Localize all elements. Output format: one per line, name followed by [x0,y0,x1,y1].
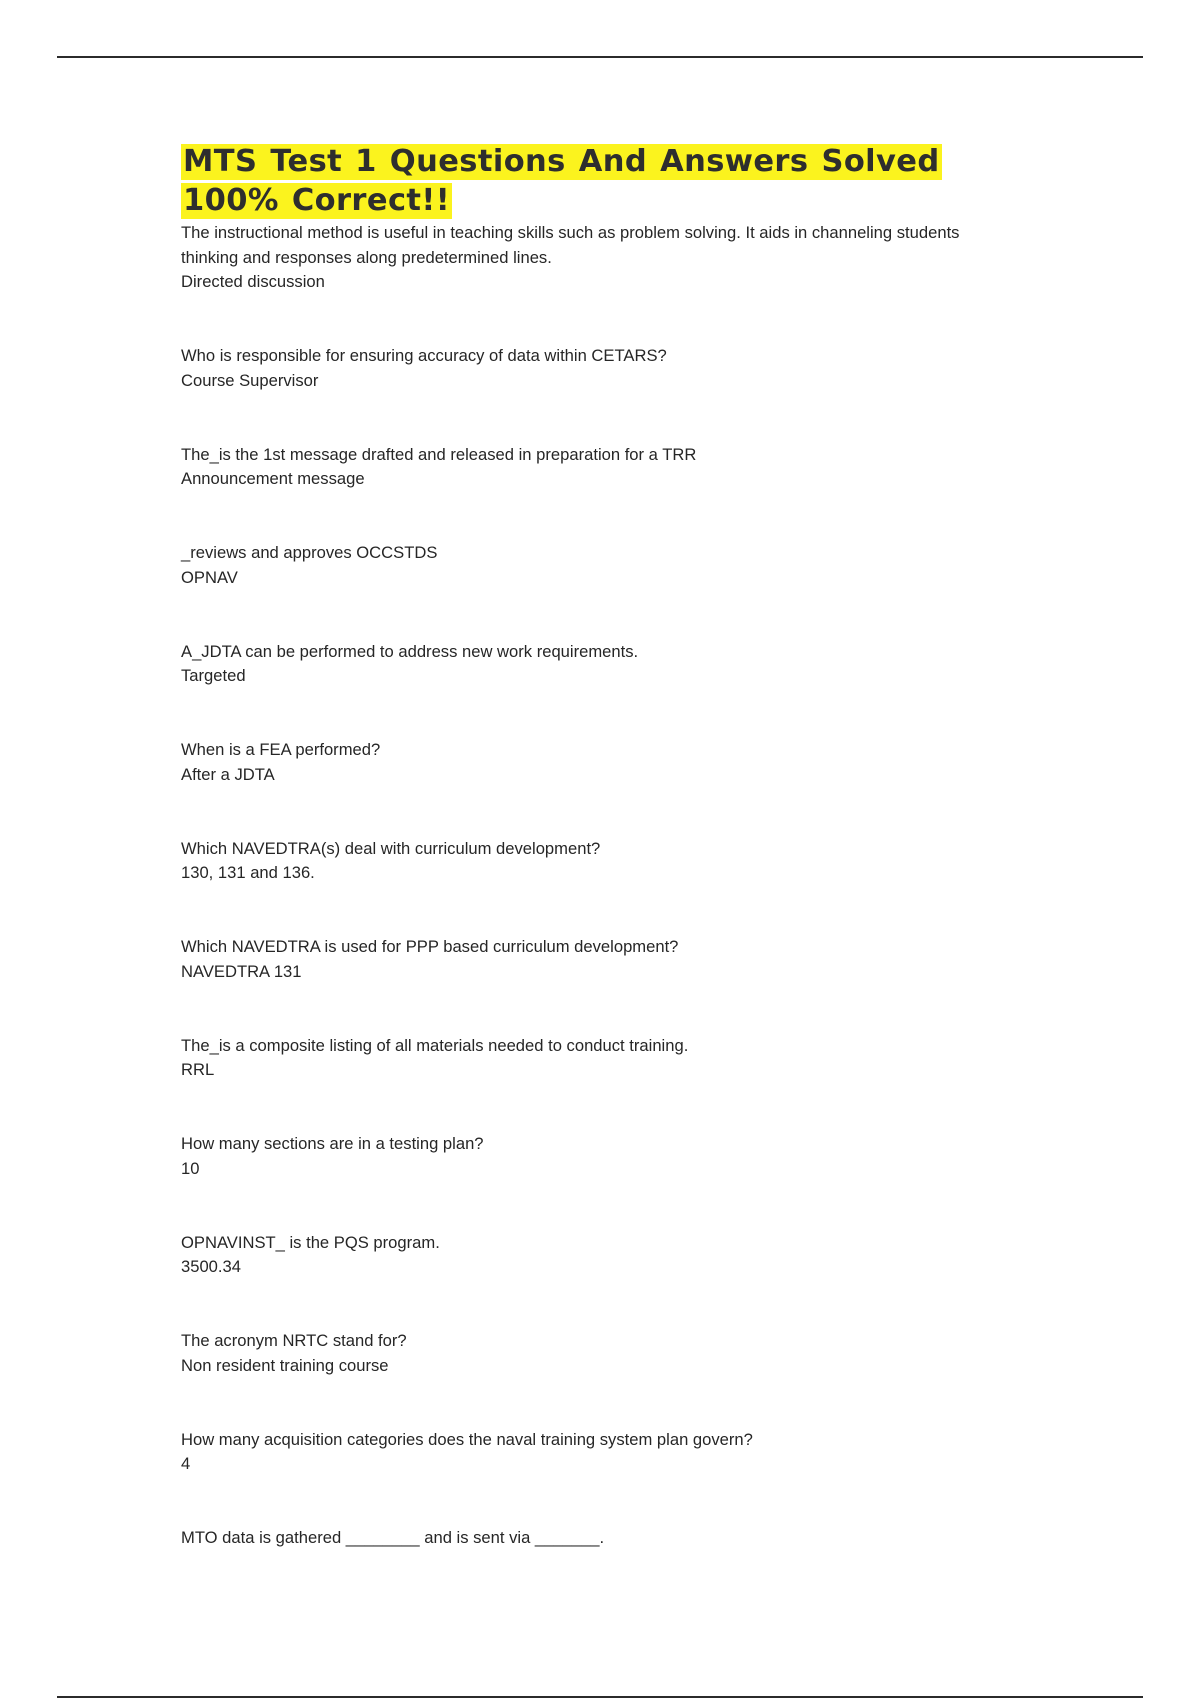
question-text: The acronym NRTC stand for? [181,1331,407,1350]
question-text: Which NAVEDTRA is used for PPP based curriculum development? [181,937,679,956]
answer-text: Course Supervisor [181,370,319,390]
qa-item [181,541,1001,590]
question-text: Who is responsible for ensuring accuracy of data within CETARS? [181,346,667,365]
question-text: When is a FEA performed? [181,740,381,759]
title-highlight [181,144,942,219]
question-text: How many sections are in a testing plan? [181,1134,484,1153]
question-text: MTO data is gathered ________ and is sent via _______. [181,1528,605,1547]
question-text: _reviews and approves OCCSTDS [181,543,438,562]
qa-item [181,344,1001,393]
question-text: The_is a composite listing of all materials needed to conduct training. [181,1035,689,1055]
answer-text: 4 [181,1454,191,1473]
qa-item [181,935,1001,984]
document-body [181,142,1001,1551]
title-line-1: MTS Test 1 Questions And Answers Solved [183,144,940,179]
answer-text: Directed discussion [181,272,325,291]
answer-text: 130, 131 and 136. [181,863,315,882]
answer-text: After a JDTA [181,764,275,784]
bottom-rule [57,1696,1143,1698]
qa-item [181,443,1001,492]
answer-text: Announcement message [181,469,365,488]
question-text: Which NAVEDTRA(s) deal with curriculum development? [181,838,601,858]
answer-text: NAVEDTRA 131 [181,961,302,981]
qa-item [181,738,1001,787]
qa-item [181,1428,1001,1477]
answer-text: RRL [181,1060,215,1079]
qa-item [181,1329,1001,1378]
qa-item [181,640,1001,689]
answer-text: 3500.34 [181,1257,241,1276]
question-text: How many acquisition categories does the naval training system plan govern? [181,1429,753,1449]
answer-text: 10 [181,1158,200,1178]
title-line-2: 100% Correct!! [183,183,451,218]
qa-item [181,1526,1001,1551]
question-text: The_is the 1st message drafted and released in preparation for a TRR [181,444,697,464]
top-rule [57,56,1143,58]
question-text: OPNAVINST_ is the PQS program. [181,1232,440,1252]
question-text: The instructional method is useful in teaching skills such as problem solving. It aids in channeling students thinking and responses along predetermined lines. [181,223,960,267]
qa-item [181,837,1001,886]
qa-item [181,221,1001,295]
document-title [181,142,1001,220]
answer-text: Non resident training course [181,1355,389,1375]
qa-item [181,1231,1001,1280]
qa-item [181,1132,1001,1181]
answer-text: OPNAV [181,567,238,587]
question-text: A_JDTA can be performed to address new work requirements. [181,641,639,661]
qa-item [181,1034,1001,1083]
answer-text: Targeted [181,666,246,685]
